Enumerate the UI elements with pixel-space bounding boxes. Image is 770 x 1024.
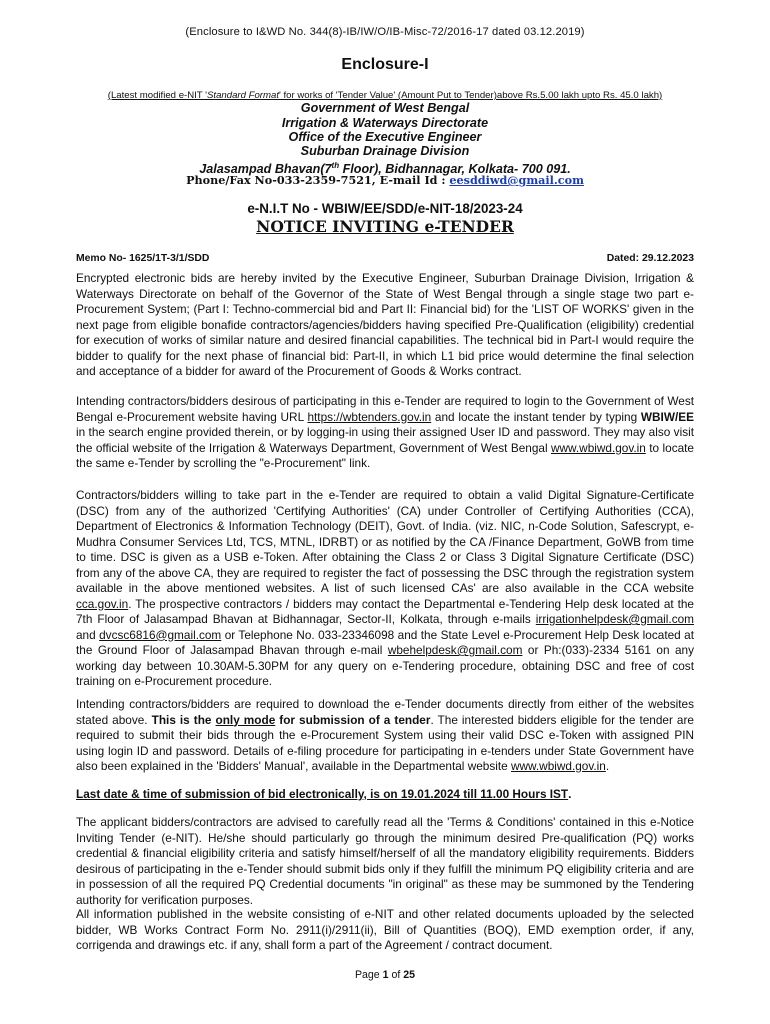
paragraph-invitation: Encrypted electronic bids are hereby invited by the Executive Engineer, Suburban Drainage Division, Irrigation & Waterways Directorate on behalf of the Governor of the State of West Bengal through a single stage two part e-Procurement System; (Part I: Techno-commercial bid and Part II: Financial bid) for the 'LIST OF WORKS' given in the next page from eligible bonafide contractors/agencies/bidders having specified Pre-Qualification (eligibility) credential for execution of works of similar nature and desired financial capabilities. The technical bid in Part-I would require the bidder to qualify for the next phase of financial bid: Part-II, in which L1 bid price would determine the final selection and acceptance of a bidder for award of the Procurement of Goods & Works contract.: [76, 271, 694, 378]
dvcsc-email[interactable]: dvcsc6816@gmail.com: [99, 627, 222, 642]
nit-number: e-N.I.T No - WBIW/EE/SDD/e-NIT-18/2023-24: [247, 201, 523, 216]
format-note: (Latest modified e-NIT 'Standard Format' for works of 'Tender Value' (Amount Put to Tender)above Rs.5.00 lakh upto Rs. 45.0 lakh): [107, 90, 663, 101]
contact-email-link[interactable]: eesddiwd@gmail.com: [449, 173, 584, 187]
enclosure-title: Enclosure-I: [341, 56, 429, 73]
directorate-name: Irrigation & Waterways Directorate: [281, 116, 489, 130]
paragraph-terms: The applicant bidders/contractors are advised to carefully read all the 'Terms & Conditions' contained in this e-Notice Inviting Tender (e-NIT). He/she should particularly go through the minimum desired Pre-qualification (PQ) works credential & financial eligibility criteria and satisfy himself/herself of all the mandatory eligibility requirements. Bidders desirous of participating in the e-Tender should submit bids only if they fulfill the minimum PQ eligibility criteria and are in possession of all the required PQ Credential documents "in original" as these may be summoned by the Tendering authority for verification purposes.: [76, 815, 694, 907]
government-name: Government of West Bengal: [300, 101, 470, 115]
memo-date: Dated: 29.12.2023: [606, 253, 694, 264]
wbiwd-link-2[interactable]: www.wbiwd.gov.in: [511, 759, 606, 773]
wbehelpdesk-email[interactable]: wbehelpdesk@gmail.com: [387, 643, 523, 657]
submission-deadline: Last date & time of submission of bid electronically, is on 19.01.2024 till 11.00 Hours IST.: [76, 787, 572, 801]
paragraph-dsc: Contractors/bidders willing to take part in the e-Tender are required to obtain a valid Digital Signature-Certificate (DSC) from any of the authorized 'Certifying Authorities' (CA) under Controller of Certifying Authorities (CCA), Department of Electronics & Information Technology (DEIT), Govt. of India. (viz. NIC, n-Code Solution, Safescrypt, e-Mudhra Consumer Services Ltd, TCS, MTNL, IDRBT) or as notified by the CA /Finance Department, GoWB from time to time. DSC is given as a USB e-Token. After obtaining the Class 2 or Class 3 Digital Signature Certificate (DSC) from any of the above CA, they are required to register the fact of possessing the DSC through the registration system available in the above mentioned websites. A list of such licensed CAs' are also available in the CCA website cca.gov.in. The prospective contractors / bidders may contact the Departmental e-Tendering Help desk located at the 7th Floor of Jalasampad Bhavan at Bidhannagar, Sector-II, Kolkata, through e-mails irrigationhelpdesk@gmail.com and dvcsc6816@gmail.com or Telephone No. 033-23346098 and the State Level e-Procurement Help Desk located at the Ground Floor of Jalasampad Bhavan through e-mail wbehelpdesk@gmail.com or Ph:(033)-2334 5161 on any working day between 10.30AM-5.30PM for any query on e-Tendering procedure, obtaining DSC and free of cost training on e-Procurement procedure.: [76, 488, 694, 688]
office-name: Office of the Executive Engineer: [288, 130, 482, 144]
cca-link[interactable]: cca.gov.in: [76, 596, 129, 611]
memo-number: Memo No- 1625/1T-3/1/SDD: [76, 253, 210, 264]
page-number: 1: [382, 969, 389, 981]
contact-line: Phone/Fax No-033-2359-7521, E-mail Id : eesddiwd@gmail.com: [186, 173, 584, 187]
page-footer: Page 1 of 25: [354, 969, 416, 981]
memo-line: [76, 253, 694, 264]
page-total: 25: [403, 969, 416, 981]
wbtenders-link[interactable]: https://wbtenders.gov.in: [307, 409, 432, 424]
enclosure-reference: (Enclosure to I&WD No. 344(8)-IB/IW/O/IB-Misc-72/2016-17 dated 03.12.2019): [185, 26, 585, 38]
wbiwd-link[interactable]: www.wbiwd.gov.in: [550, 440, 646, 455]
paragraph-download: Intending contractors/bidders are required to download the e-Tender documents directly from either of the websites stated above. This is the only mode for submission of a tender. The interested bidders eligible for the tender are required to submit their bids through the e-Procurement System using their valid DSC e-Token with assigned PIN using login ID and password. Details of e-filing procedure for participating in e-tenders under State Government have also been explained in the 'Bidders' Manual', available in the Departmental website www.wbiwd.gov.in.: [76, 697, 694, 773]
nit-title: NOTICE INVITING e-TENDER: [256, 217, 514, 236]
paragraph-agreement: All information published in the website consisting of e-NIT and other related documents uploaded by the selected bidder, WB Works Contract Form No. 2911(i)/2911(ii), Bill of Quantities (BOQ), EMD exemption order, if any, corrigenda and drawings etc. if any, shall form a part of the Agreement / contract document.: [76, 907, 694, 952]
division-name: Suburban Drainage Division: [300, 144, 470, 158]
irrigation-helpdesk-email[interactable]: irrigationhelpdesk@gmail.com: [535, 612, 694, 626]
paragraph-login: Intending contractors/bidders desirous of participating in this e-Tender are required to login to the Government of West Bengal e-Procurement website having URL https://wbtenders.gov.in and locate the instant tender by typing WBIW/EE in the search engine provided therein, or by logging-in using their assigned User ID and password. They may also visit the official website of the Irrigation & Waterways Department, Government of West Bengal www.wbiwd.gov.in to locate the same e-Tender by scrolling the "e-Procurement" link.: [76, 394, 694, 470]
office-address: Jalasampad Bhavan(7th Floor), Bidhannagar, Kolkata- 700 091.: [199, 161, 571, 177]
